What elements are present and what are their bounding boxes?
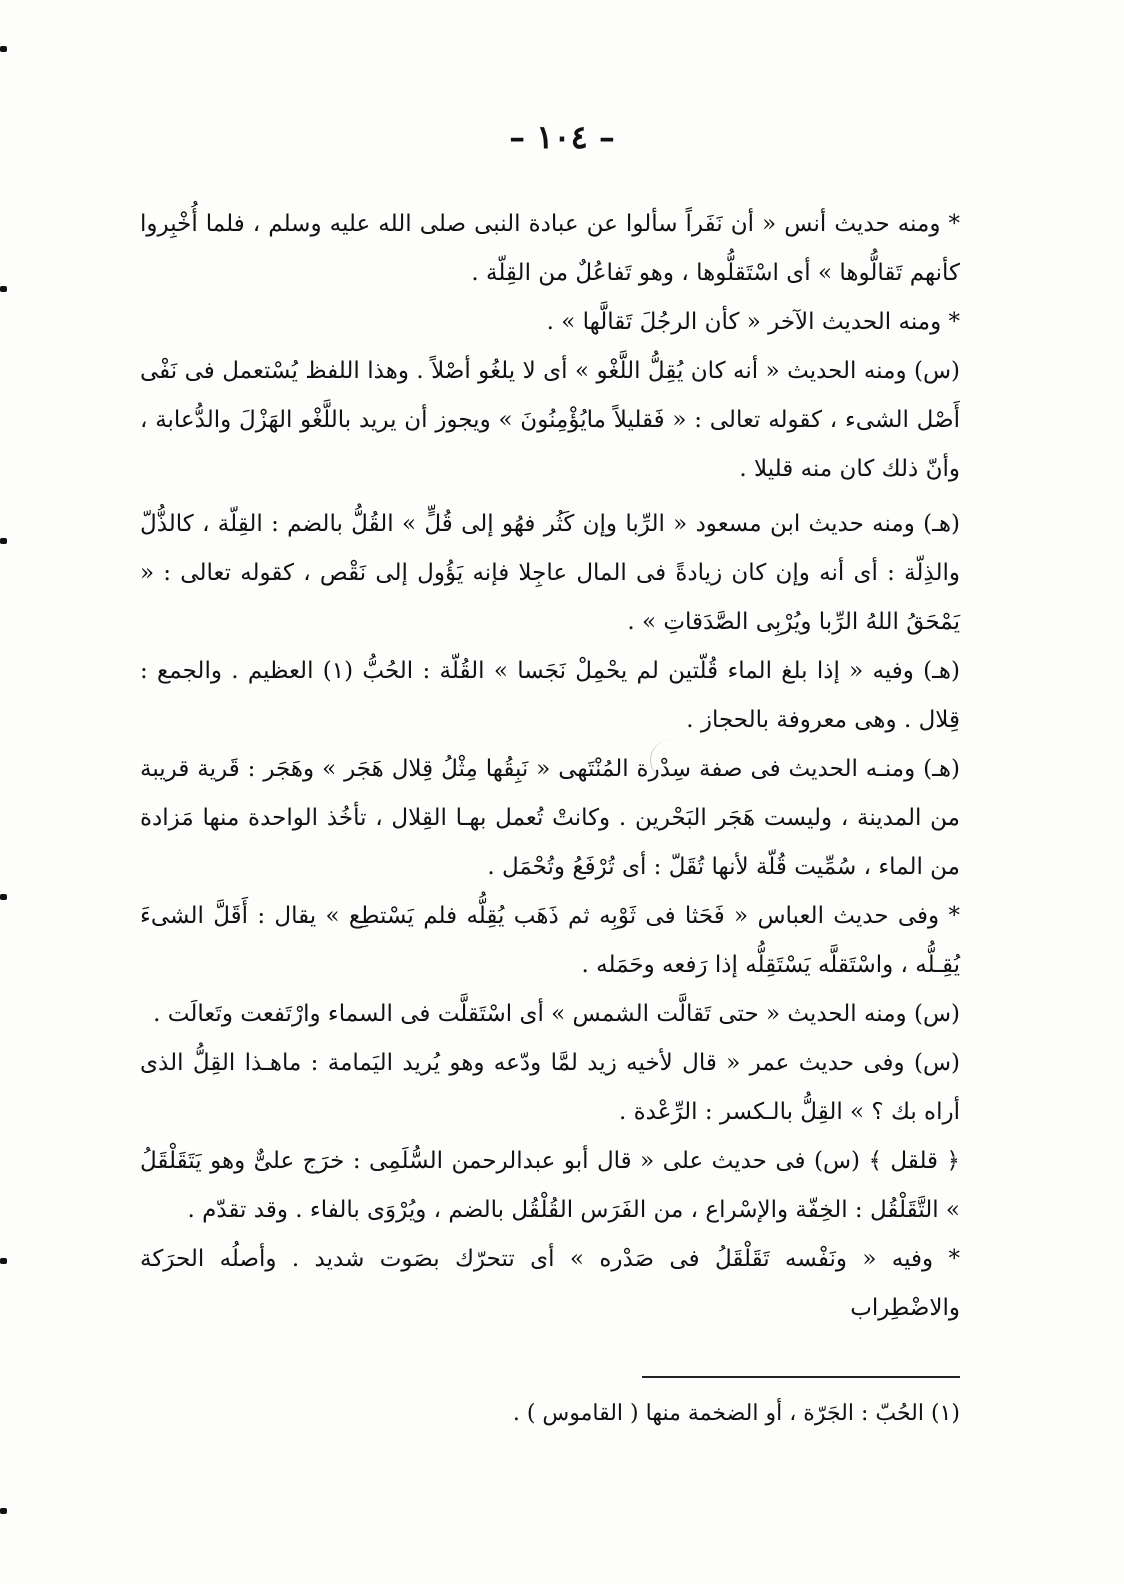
paragraph: (س) وفى حديث عمر « قال لأخيه زيد لمَّا ودّعه وهو يُريد اليَمامة : ماهـذا القِلُّ الذى أراه بك ؟ » القِلُّ بالـكسر : الرِّعْدة . (140, 1050, 960, 1125)
paragraph: * ومنه الحديث الآخر « كأن الرجُلَ تَقالَّها » . (546, 309, 960, 335)
scan-edge-mark (0, 286, 7, 292)
scan-edge-mark (0, 894, 7, 900)
paragraph: (هـ) ومنه حديث ابن مسعود « الرِّبا وإن كَثُر فهُو إلى قُلٍّ » القُلُّ بالضم : القِلّة ، كالذُّلّ والذِلّة : أى أنه وإن كان زيادةً فى المال عاجِلا فإنه يَؤُول إلى نَقْص ، كقوله تعالى : « يَمْحَقُ اللهُ الرِّبا ويُرْبِى الصَّدَقاتِ » . (140, 511, 960, 635)
paragraph: * وفى حديث العباس « فَحَثا فى ثَوْبِه ثم ذَهَب يُقِلُّه فلم يَسْتطِع » يقال : أَقَلَّ الشىءَ يُقِـلُّه ، واسْتَقلَّه يَسْتَقِلُّه إذا رَفعه وحَمَله . (140, 903, 960, 978)
scan-edge-mark (0, 1258, 7, 1264)
paragraph: * وفيه « ونَفْسه تَقَلْقَلُ فى صَدْره » أى تتحرّك بصَوت شديد . وأصلُه الحرَكة والاضْطِراب (140, 1246, 960, 1321)
main-text (140, 200, 960, 1333)
scan-edge-mark (0, 1508, 7, 1514)
footnote: (١) الحُبّ : الجَرّة ، أو الضخمة منها ( القاموس ) . (512, 1401, 960, 1426)
paragraph: * ومنه حديث أنس « أن نَفَراً سألوا عن عبادة النبى صلى الله عليه وسلم ، فلما أُخْبِروا كأنهم تَقالُّوها » أى اسْتَقلُّوها ، وهو تَفاعُلٌ من القِلّة . (140, 211, 960, 286)
paragraph: (س) ومنه الحديث « حتى تَقالَّت الشمس » أى اسْتَقلَّت فى السماء وارْتَفعت وتَعالَت . (153, 1001, 960, 1027)
paragraph: (هـ) وفيه « إذا بلغ الماء قُلّتين لم يحْمِلْ نَجَسا » القُلّة : الحُبُّ (١) العظيم . والجمع : قِلال . وهى معروفة بالحجاز . (140, 658, 960, 733)
scan-artifact (650, 740, 691, 780)
scan-edge-mark (0, 538, 7, 544)
scan-edge-mark (0, 46, 7, 52)
paragraph: (س) ومنه الحديث « أنه كان يُقِلُّ اللَّغْو » أى لا يلغُو أصْلاً . وهذا اللفظ يُسْتعمل فى نَفْى أَصْل الشىء ، كقوله تعالى : « فَقليلاً مايُؤْمِنُونَ » ويجوز أن يريد باللَّغْو الهَزْلَ والدُّعابة ، وأنّ ذلك كان منه قليلا . (140, 358, 960, 482)
page-number: – ١٠٤ – (509, 118, 615, 156)
paragraph: ﴿ قلقل ﴾ (س) فى حديث على « قال أبو عبدالرحمن السُّلَمِى : خرَج علىٌّ وهو يَتَقَلْقَلُ » التَّقَلْقُل : الخِفّة والإسْراع ، من الفَرَس القُلْقُل بالضم ، ويُرْوَى بالفاء . وقد تقدّم . (140, 1148, 960, 1223)
paragraph: (هـ) ومنـه الحديث فى صفة سِدْرة المُنْتَهى « نَبِقُها مِثْلُ قِلال هَجَر » وهَجَر : قَرية قريبة من المدينة ، وليست هَجَر البَحْرين . وكانتْ تُعمل بهـا القِلال ، تأخُذ الواحدة منها مَزادة من الماء ، سُمِّيت قُلّة لأنها تُقَلّ : أى تُرْفَعُ وتُحْمَل . (140, 756, 960, 880)
footnote-divider (642, 1376, 960, 1378)
